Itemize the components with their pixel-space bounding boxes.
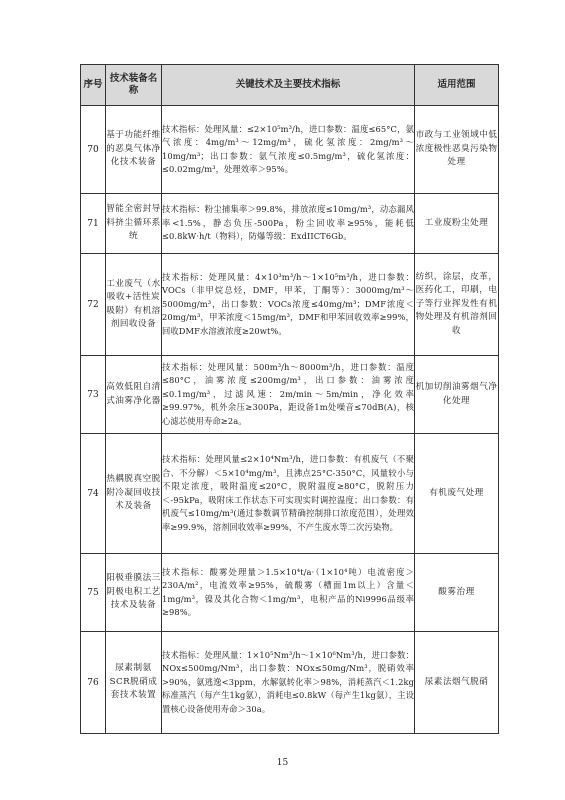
header-tech: 关键技术及主要技术指标 <box>162 65 415 106</box>
equipment-name: 热耦脱真空脱附冷凝回收技术及装备 <box>106 434 162 554</box>
row-number: 74 <box>81 434 106 554</box>
header-no: 序号 <box>81 65 106 106</box>
application-scope: 工业废粉尘处理 <box>415 194 499 254</box>
application-scope: 有机废气处理 <box>415 434 499 554</box>
table-row <box>81 632 499 734</box>
equipment-name: 尿素制氨SCR脱硝成套技术装置 <box>106 632 162 734</box>
row-number: 70 <box>81 106 106 194</box>
equipment-spec-table <box>80 64 499 734</box>
header-scope: 适用范围 <box>415 65 499 106</box>
page-number: 15 <box>276 758 289 768</box>
table-row <box>81 554 499 632</box>
equipment-name: 基于功能纤维的恶臭气体净化技术装备 <box>106 106 162 194</box>
table-row <box>81 194 499 254</box>
tech-spec: 技术指标：处理风量≤2×10⁴Nm³/h，进口参数：有机废气（不聚合、不分解）＜5×10⁴mg/m³，且沸点25°C-350°C，风量较小与不限定浓度，吸附温度≤20°C，脱附温度≥80°C，脱附压力＜-95kPa，吸附床工作状态下可实现实时调控温度；出口参数：有机废气≤10mg/m³(通过参数调节精确控制排口浓度范围），处理效率≥99.9%，溶剂回收效率≥99%，不产生废水等二次污染物。 <box>162 434 415 554</box>
equipment-name: 工业废气（水吸收+活性炭吸附）有机溶剂回收设备 <box>106 254 162 356</box>
tech-spec: 技术指标：处理风量：≤2×10⁵m³/h，进口参数：温度≤65°C，氨气浓度：4mg/m³～12mg/m³，硫化氢浓度：2mg/m³～10mg/m³；出口参数：氨气浓度≤0.5mg/m³，硫化氢浓度：≤0.02mg/m³，处理效率＞95%。 <box>162 106 415 194</box>
application-scope: 机加切削油雾烟气净化处理 <box>415 356 499 434</box>
row-number: 71 <box>81 194 106 254</box>
tech-spec: 技术指标：酸雾处理量＞1.5×10⁴t/a·（1×10⁴吨）电流密度＞230A/m²，电流效率≥95%，硫酸雾（槽面1m以上）含量＜1mg/m³，镍及其化合物＜1mg/m³，电积产品的Ni9996品级率≥98%。 <box>162 554 415 632</box>
equipment-name: 高效低阻自清式油雾净化器 <box>106 356 162 434</box>
tech-spec: 技术指标：处理风量：500m³/h～8000m³/h，进口参数：温度≤80°C，油雾浓度≤200mg/m³，出口参数：油雾浓度≤0.1mg/m³，过滤风速：2m/min～5m/min，净化效率≥99.97%，机外余压≥300Pa，距设备1m处噪音≤70dB(A)，核心滤芯使用寿命≥2a。 <box>162 356 415 434</box>
table-header-row <box>81 65 499 106</box>
application-scope: 市政与工业领域中低浓度极性恶臭污染物处理 <box>415 106 499 194</box>
header-equipment: 技术装备名称 <box>106 65 162 106</box>
row-number: 72 <box>81 254 106 356</box>
row-number: 75 <box>81 554 106 632</box>
tech-spec: 技术指标：粉尘捕集率＞99.8%，排放浓度≤10mg/m³，动态漏风率<1.5%，静态负压-500Pa，粉尘回收率≥95%，能耗低≤0.8kW·h/t（物料），防爆等级：ExdIICT6Gb。 <box>162 194 415 254</box>
table-row <box>81 106 499 194</box>
table-row <box>81 254 499 356</box>
tech-spec: 技术指标：处理风量：1×10⁵Nm³/h～1×10⁶Nm³/h，进口参数：NOx≤500mg/Nm³，出口参数：NOx≤50mg/Nm³，脱硝效率>90%，氨逃逸<3ppm，水解氨转化率＞98%，消耗蒸汽＜1.2kg标准蒸汽（每产生1kg氨），消耗电≤0.8kW（每产生1kg氨），主设置核心设备使用寿命＞30a。 <box>162 632 415 734</box>
row-number: 76 <box>81 632 106 734</box>
application-scope: 纺织，涂层，皮革，医药化工，印刷，电子等行业挥发性有机物处理及有机溶剂回收 <box>415 254 499 356</box>
application-scope: 酸雾治理 <box>415 554 499 632</box>
equipment-name: 智能全密封导料挤尘循环系统 <box>106 194 162 254</box>
table-row <box>81 434 499 554</box>
equipment-name: 阳极垂膜法三阴极电积工艺技术及装备 <box>106 554 162 632</box>
tech-spec: 技术指标：处理风量：4×10³m³/h～1×10⁵m³/h，进口参数：VOCs（非甲烷总烃，DMF，甲苯，丁酮等）：3000mg/m³～5000mg/m³，出口参数：VOCs浓度≤40mg/m³；DMF浓度＜20mg/m³，甲苯浓度＜15mg/m³，DMF和甲苯回收效率≥99%，回收DMF水溶液浓度≥20wt%。 <box>162 254 415 356</box>
table-row <box>81 356 499 434</box>
application-scope: 尿素法烟气脱硝 <box>415 632 499 734</box>
row-number: 73 <box>81 356 106 434</box>
